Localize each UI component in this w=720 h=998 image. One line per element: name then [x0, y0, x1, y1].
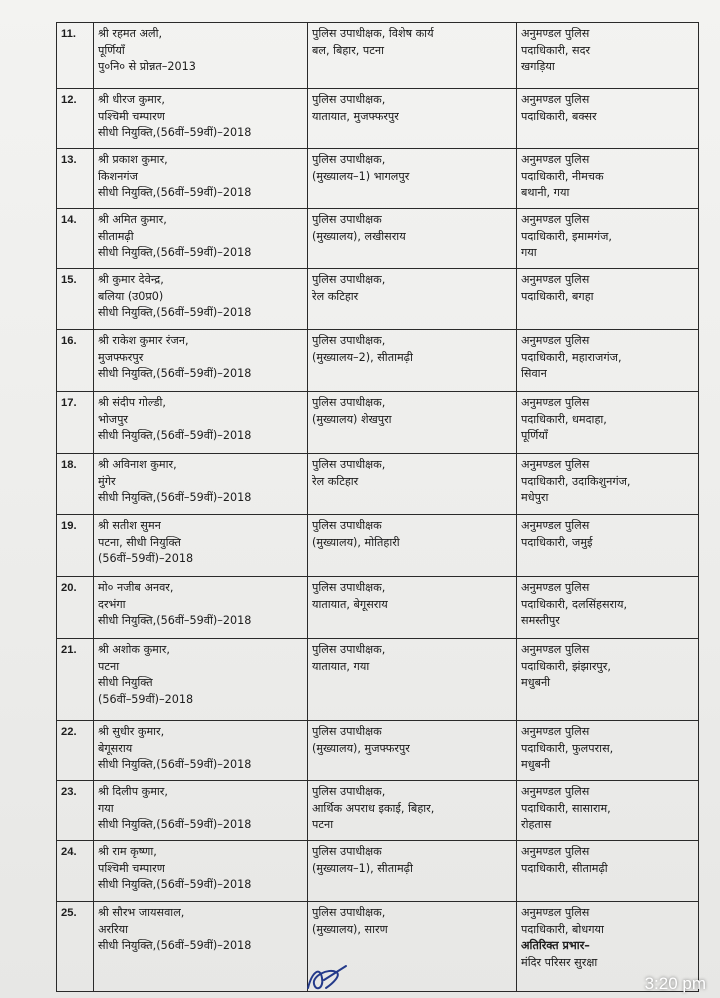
new-posting: [517, 89, 699, 149]
serial-number: 22.: [57, 721, 94, 781]
officer-recruitment: सीधी नियुक्ति,(56वीं–59वीं)–2018: [98, 491, 252, 505]
new-posting: [517, 209, 699, 269]
officer-home-district: मुंगेर: [98, 474, 116, 488]
officer-batch: (56वीं–59वीं)–2018: [98, 692, 194, 706]
new-posting: [517, 577, 699, 639]
officer-details: [94, 577, 308, 639]
current-posting-line: आर्थिक अपराध इकाई, बिहार,: [312, 801, 435, 815]
officer-home-district: भोजपुर: [98, 412, 128, 426]
current-posting-line: पुलिस उपाधीक्षक,: [312, 643, 386, 656]
current-posting: [308, 515, 517, 577]
officer-recruitment: सीधी नियुक्ति: [98, 676, 153, 690]
table-row: [57, 149, 699, 209]
current-posting: [308, 330, 517, 392]
new-posting-line: पदाधिकारी, जमुई: [521, 535, 593, 549]
current-posting-line: पुलिस उपाधीक्षक, विशेष कार्य: [312, 27, 434, 40]
new-posting-line: खगड़िया: [521, 60, 555, 74]
new-posting: [517, 781, 699, 841]
table-row: [57, 392, 699, 454]
officer-name: श्री राम कृष्णा,: [98, 845, 157, 858]
new-posting-line: पदाधिकारी, सीतामढ़ी: [521, 861, 608, 875]
current-posting-line: पुलिस उपाधीक्षक,: [312, 458, 386, 471]
current-posting: [308, 841, 517, 902]
current-posting-line: यातायात, गया: [312, 659, 370, 673]
officer-details: [94, 515, 308, 577]
new-posting-line: अनुमण्डल पुलिस: [521, 725, 590, 738]
new-posting: [517, 392, 699, 454]
officer-name: श्री प्रकाश कुमार,: [98, 153, 168, 166]
officer-home-district: पटना: [98, 659, 120, 673]
serial-number: 13.: [57, 149, 94, 209]
table-row: [57, 841, 699, 902]
officer-name: श्री सौरभ जायसवाल,: [98, 906, 185, 919]
officer-details: [94, 781, 308, 841]
additional-charge-label: अतिरिक्त प्रभार–: [521, 939, 590, 953]
table-row: [57, 577, 699, 639]
current-posting: [308, 392, 517, 454]
new-posting-line: पदाधिकारी, सासाराम,: [521, 801, 611, 815]
additional-charge-text: मंदिर परिसर सुरक्षा: [521, 955, 598, 969]
new-posting-line: अनुमण्डल पुलिस: [521, 27, 590, 40]
officer-details: [94, 89, 308, 149]
current-posting-line: पुलिस उपाधीक्षक: [312, 519, 382, 532]
new-posting-line: अनुमण्डल पुलिस: [521, 785, 590, 798]
new-posting-line: सिवान: [521, 367, 547, 381]
new-posting-line: पदाधिकारी, बक्सर: [521, 109, 597, 123]
new-posting-line: गया: [521, 246, 537, 260]
officer-home-district: बलिया (उ0प्र0): [98, 289, 164, 303]
officer-details: [94, 23, 308, 89]
new-posting-line: पदाधिकारी, दलसिंहसराय,: [521, 597, 628, 611]
table-row: [57, 721, 699, 781]
current-posting-line: (मुख्यालय), लखीसराय: [312, 229, 406, 243]
new-posting-line: पदाधिकारी, धमदाहा,: [521, 412, 607, 426]
serial-number: 21.: [57, 639, 94, 721]
officer-details: [94, 209, 308, 269]
new-posting: [517, 149, 699, 209]
table-row: [57, 89, 699, 149]
new-posting-line: अनुमण्डल पुलिस: [521, 273, 590, 286]
current-posting-line: पुलिस उपाधीक्षक: [312, 213, 382, 226]
officer-home-district: पटना, सीधी नियुक्ति: [98, 535, 181, 549]
officer-details: [94, 721, 308, 781]
current-posting-line: पटना: [312, 818, 334, 832]
officer-home-district: पश्चिमी चम्पारण: [98, 109, 165, 123]
officer-recruitment: सीधी नियुक्ति,(56वीं–59वीं)–2018: [98, 939, 252, 953]
current-posting-line: रेल कटिहार: [312, 289, 359, 303]
new-posting-line: पदाधिकारी, फुलपरास,: [521, 741, 614, 755]
current-posting: [308, 149, 517, 209]
officer-details: [94, 639, 308, 721]
table-row: [57, 902, 699, 992]
officer-recruitment: सीधी नियुक्ति,(56वीं–59वीं)–2018: [98, 306, 252, 320]
new-posting-line: अनुमण्डल पुलिस: [521, 519, 590, 532]
serial-number: 12.: [57, 89, 94, 149]
new-posting-line: पदाधिकारी, नीमचक: [521, 169, 604, 183]
table-row: [57, 330, 699, 392]
serial-number: 19.: [57, 515, 94, 577]
new-posting-line: पदाधिकारी, उदाकिशुनगंज,: [521, 474, 631, 488]
officer-details: [94, 392, 308, 454]
current-posting-line: पुलिस उपाधीक्षक,: [312, 334, 386, 347]
table-row: [57, 639, 699, 721]
officer-name: श्री राकेश कुमार रंजन,: [98, 334, 189, 347]
current-posting-line: पुलिस उपाधीक्षक,: [312, 906, 386, 919]
table-row: [57, 23, 699, 89]
officer-details: [94, 330, 308, 392]
officer-home-district: दरभंगा: [98, 597, 126, 611]
new-posting-line: अनुमण्डल पुलिस: [521, 213, 590, 226]
current-posting-line: यातायात, मुजफ्फरपुर: [312, 109, 399, 123]
current-posting: [308, 639, 517, 721]
serial-number: 20.: [57, 577, 94, 639]
current-posting-line: (मुख्यालय–1) भागलपुर: [312, 169, 410, 183]
current-posting: [308, 269, 517, 330]
current-posting-line: (मुख्यालय–1), सीतामढ़ी: [312, 861, 413, 875]
new-posting-line: अनुमण्डल पुलिस: [521, 581, 590, 594]
current-posting-line: (मुख्यालय), सारण: [312, 922, 388, 936]
new-posting: [517, 515, 699, 577]
new-posting: [517, 841, 699, 902]
current-posting-line: पुलिस उपाधीक्षक,: [312, 93, 386, 106]
new-posting-line: अनुमण्डल पुलिस: [521, 906, 590, 919]
table-row: [57, 515, 699, 577]
officer-name: मो० नजीब अनवर,: [98, 581, 174, 594]
current-posting-line: पुलिस उपाधीक्षक,: [312, 785, 386, 798]
current-posting-line: (मुख्यालय) शेखपुरा: [312, 412, 392, 426]
posting-table-body: [57, 23, 699, 992]
new-posting-line: अनुमण्डल पुलिस: [521, 93, 590, 106]
serial-number: 16.: [57, 330, 94, 392]
officer-home-district: मुजफ्फरपुर: [98, 350, 144, 364]
new-posting-line: पदाधिकारी, बोधगया: [521, 922, 604, 936]
current-posting-line: पुलिस उपाधीक्षक: [312, 845, 382, 858]
new-posting-line: अनुमण्डल पुलिस: [521, 845, 590, 858]
officer-name: श्री संदीप गोल्डी,: [98, 396, 166, 409]
current-posting-line: (मुख्यालय–2), सीतामढ़ी: [312, 350, 413, 364]
current-posting-line: रेल कटिहार: [312, 474, 359, 488]
new-posting: [517, 330, 699, 392]
new-posting-line: मधुबनी: [521, 758, 551, 772]
officer-details: [94, 841, 308, 902]
serial-number: 23.: [57, 781, 94, 841]
new-posting-line: पदाधिकारी, सदर: [521, 43, 591, 57]
officer-recruitment: सीधी नियुक्ति,(56वीं–59वीं)–2018: [98, 758, 252, 772]
table-row: [57, 269, 699, 330]
new-posting-line: पदाधिकारी, इमामगंज,: [521, 229, 612, 243]
current-posting: [308, 721, 517, 781]
officer-recruitment: सीधी नियुक्ति,(56वीं–59वीं)–2018: [98, 614, 252, 628]
screenshot-timestamp: 3:20 pm: [644, 974, 706, 993]
officer-name: श्री सतीश सुमन: [98, 519, 161, 532]
officer-home-district: बेगूसराय: [98, 741, 133, 755]
current-posting: [308, 454, 517, 515]
officer-name: श्री अशोक कुमार,: [98, 643, 170, 656]
serial-number: 15.: [57, 269, 94, 330]
officer-name: श्री सुधीर कुमार,: [98, 725, 165, 738]
table-row: [57, 209, 699, 269]
current-posting-line: पुलिस उपाधीक्षक,: [312, 396, 386, 409]
officer-name: श्री दिलीप कुमार,: [98, 785, 168, 798]
officer-recruitment: (56वीं–59वीं)–2018: [98, 552, 194, 566]
new-posting: [517, 269, 699, 330]
officer-details: [94, 902, 308, 992]
officer-name: श्री कुमार देवेन्द्र,: [98, 273, 164, 286]
officer-details: [94, 269, 308, 330]
current-posting-line: पुलिस उपाधीक्षक,: [312, 581, 386, 594]
new-posting-line: पदाधिकारी, बगहा: [521, 289, 594, 303]
signature-mark: [302, 958, 352, 996]
current-posting: [308, 89, 517, 149]
current-posting-line: पुलिस उपाधीक्षक,: [312, 153, 386, 166]
officer-name: श्री अमित कुमार,: [98, 213, 167, 226]
current-posting-line: पुलिस उपाधीक्षक: [312, 725, 382, 738]
serial-number: 17.: [57, 392, 94, 454]
officer-home-district: गया: [98, 801, 114, 815]
new-posting-line: समस्तीपुर: [521, 614, 560, 628]
current-posting-line: (मुख्यालय), मुजफ्फरपुर: [312, 741, 410, 755]
officer-home-district: पूर्णियाँ: [98, 43, 125, 57]
table-row: [57, 454, 699, 515]
new-posting: [517, 721, 699, 781]
current-posting: [308, 23, 517, 89]
officer-home-district: सीतामढ़ी: [98, 229, 134, 243]
new-posting: [517, 454, 699, 515]
new-posting-line: मधुबनी: [521, 676, 551, 690]
officer-details: [94, 454, 308, 515]
officer-recruitment: सीधी नियुक्ति,(56वीं–59वीं)–2018: [98, 126, 252, 140]
serial-number: 25.: [57, 902, 94, 992]
officer-home-district: अररिया: [98, 922, 128, 936]
current-posting: [308, 209, 517, 269]
officer-name: श्री धीरज कुमार,: [98, 93, 165, 106]
posting-table: [56, 22, 699, 992]
new-posting-line: अनुमण्डल पुलिस: [521, 643, 590, 656]
officer-recruitment: सीधी नियुक्ति,(56वीं–59वीं)–2018: [98, 246, 252, 260]
new-posting: [517, 23, 699, 89]
new-posting-line: रोहतास: [521, 818, 552, 832]
serial-number: 11.: [57, 23, 94, 89]
new-posting-line: अनुमण्डल पुलिस: [521, 458, 590, 471]
current-posting-line: बल, बिहार, पटना: [312, 43, 384, 57]
officer-recruitment: सीधी नियुक्ति,(56वीं–59वीं)–2018: [98, 878, 252, 892]
table-row: [57, 781, 699, 841]
officer-details: [94, 149, 308, 209]
new-posting-line: बथानी, गया: [521, 186, 570, 200]
current-posting-line: यातायात, बेगूसराय: [312, 597, 388, 611]
new-posting-line: अनुमण्डल पुलिस: [521, 153, 590, 166]
officer-recruitment: सीधी नियुक्ति,(56वीं–59वीं)–2018: [98, 186, 252, 200]
new-posting-line: पदाधिकारी, झंझारपुर,: [521, 659, 611, 673]
serial-number: 24.: [57, 841, 94, 902]
officer-recruitment: पु०नि० से प्रोन्नत–2013: [98, 60, 196, 74]
new-posting-line: मधेपुरा: [521, 491, 549, 505]
officer-recruitment: सीधी नियुक्ति,(56वीं–59वीं)–2018: [98, 818, 252, 832]
officer-home-district: किशनगंज: [98, 169, 138, 183]
officer-name: श्री रहमत अली,: [98, 27, 163, 40]
new-posting: [517, 639, 699, 721]
new-posting-line: पदाधिकारी, महाराजगंज,: [521, 350, 622, 364]
officer-home-district: पश्चिमी चम्पारण: [98, 861, 165, 875]
new-posting-line: पूर्णियाँ: [521, 429, 548, 443]
current-posting-line: पुलिस उपाधीक्षक,: [312, 273, 386, 286]
serial-number: 14.: [57, 209, 94, 269]
officer-recruitment: सीधी नियुक्ति,(56वीं–59वीं)–2018: [98, 367, 252, 381]
officer-recruitment: सीधी नियुक्ति,(56वीं–59वीं)–2018: [98, 429, 252, 443]
officer-name: श्री अविनाश कुमार,: [98, 458, 177, 471]
new-posting-line: अनुमण्डल पुलिस: [521, 396, 590, 409]
new-posting-line: अनुमण्डल पुलिस: [521, 334, 590, 347]
current-posting: [308, 781, 517, 841]
serial-number: 18.: [57, 454, 94, 515]
current-posting-line: (मुख्यालय), मोतिहारी: [312, 535, 400, 549]
current-posting: [308, 577, 517, 639]
